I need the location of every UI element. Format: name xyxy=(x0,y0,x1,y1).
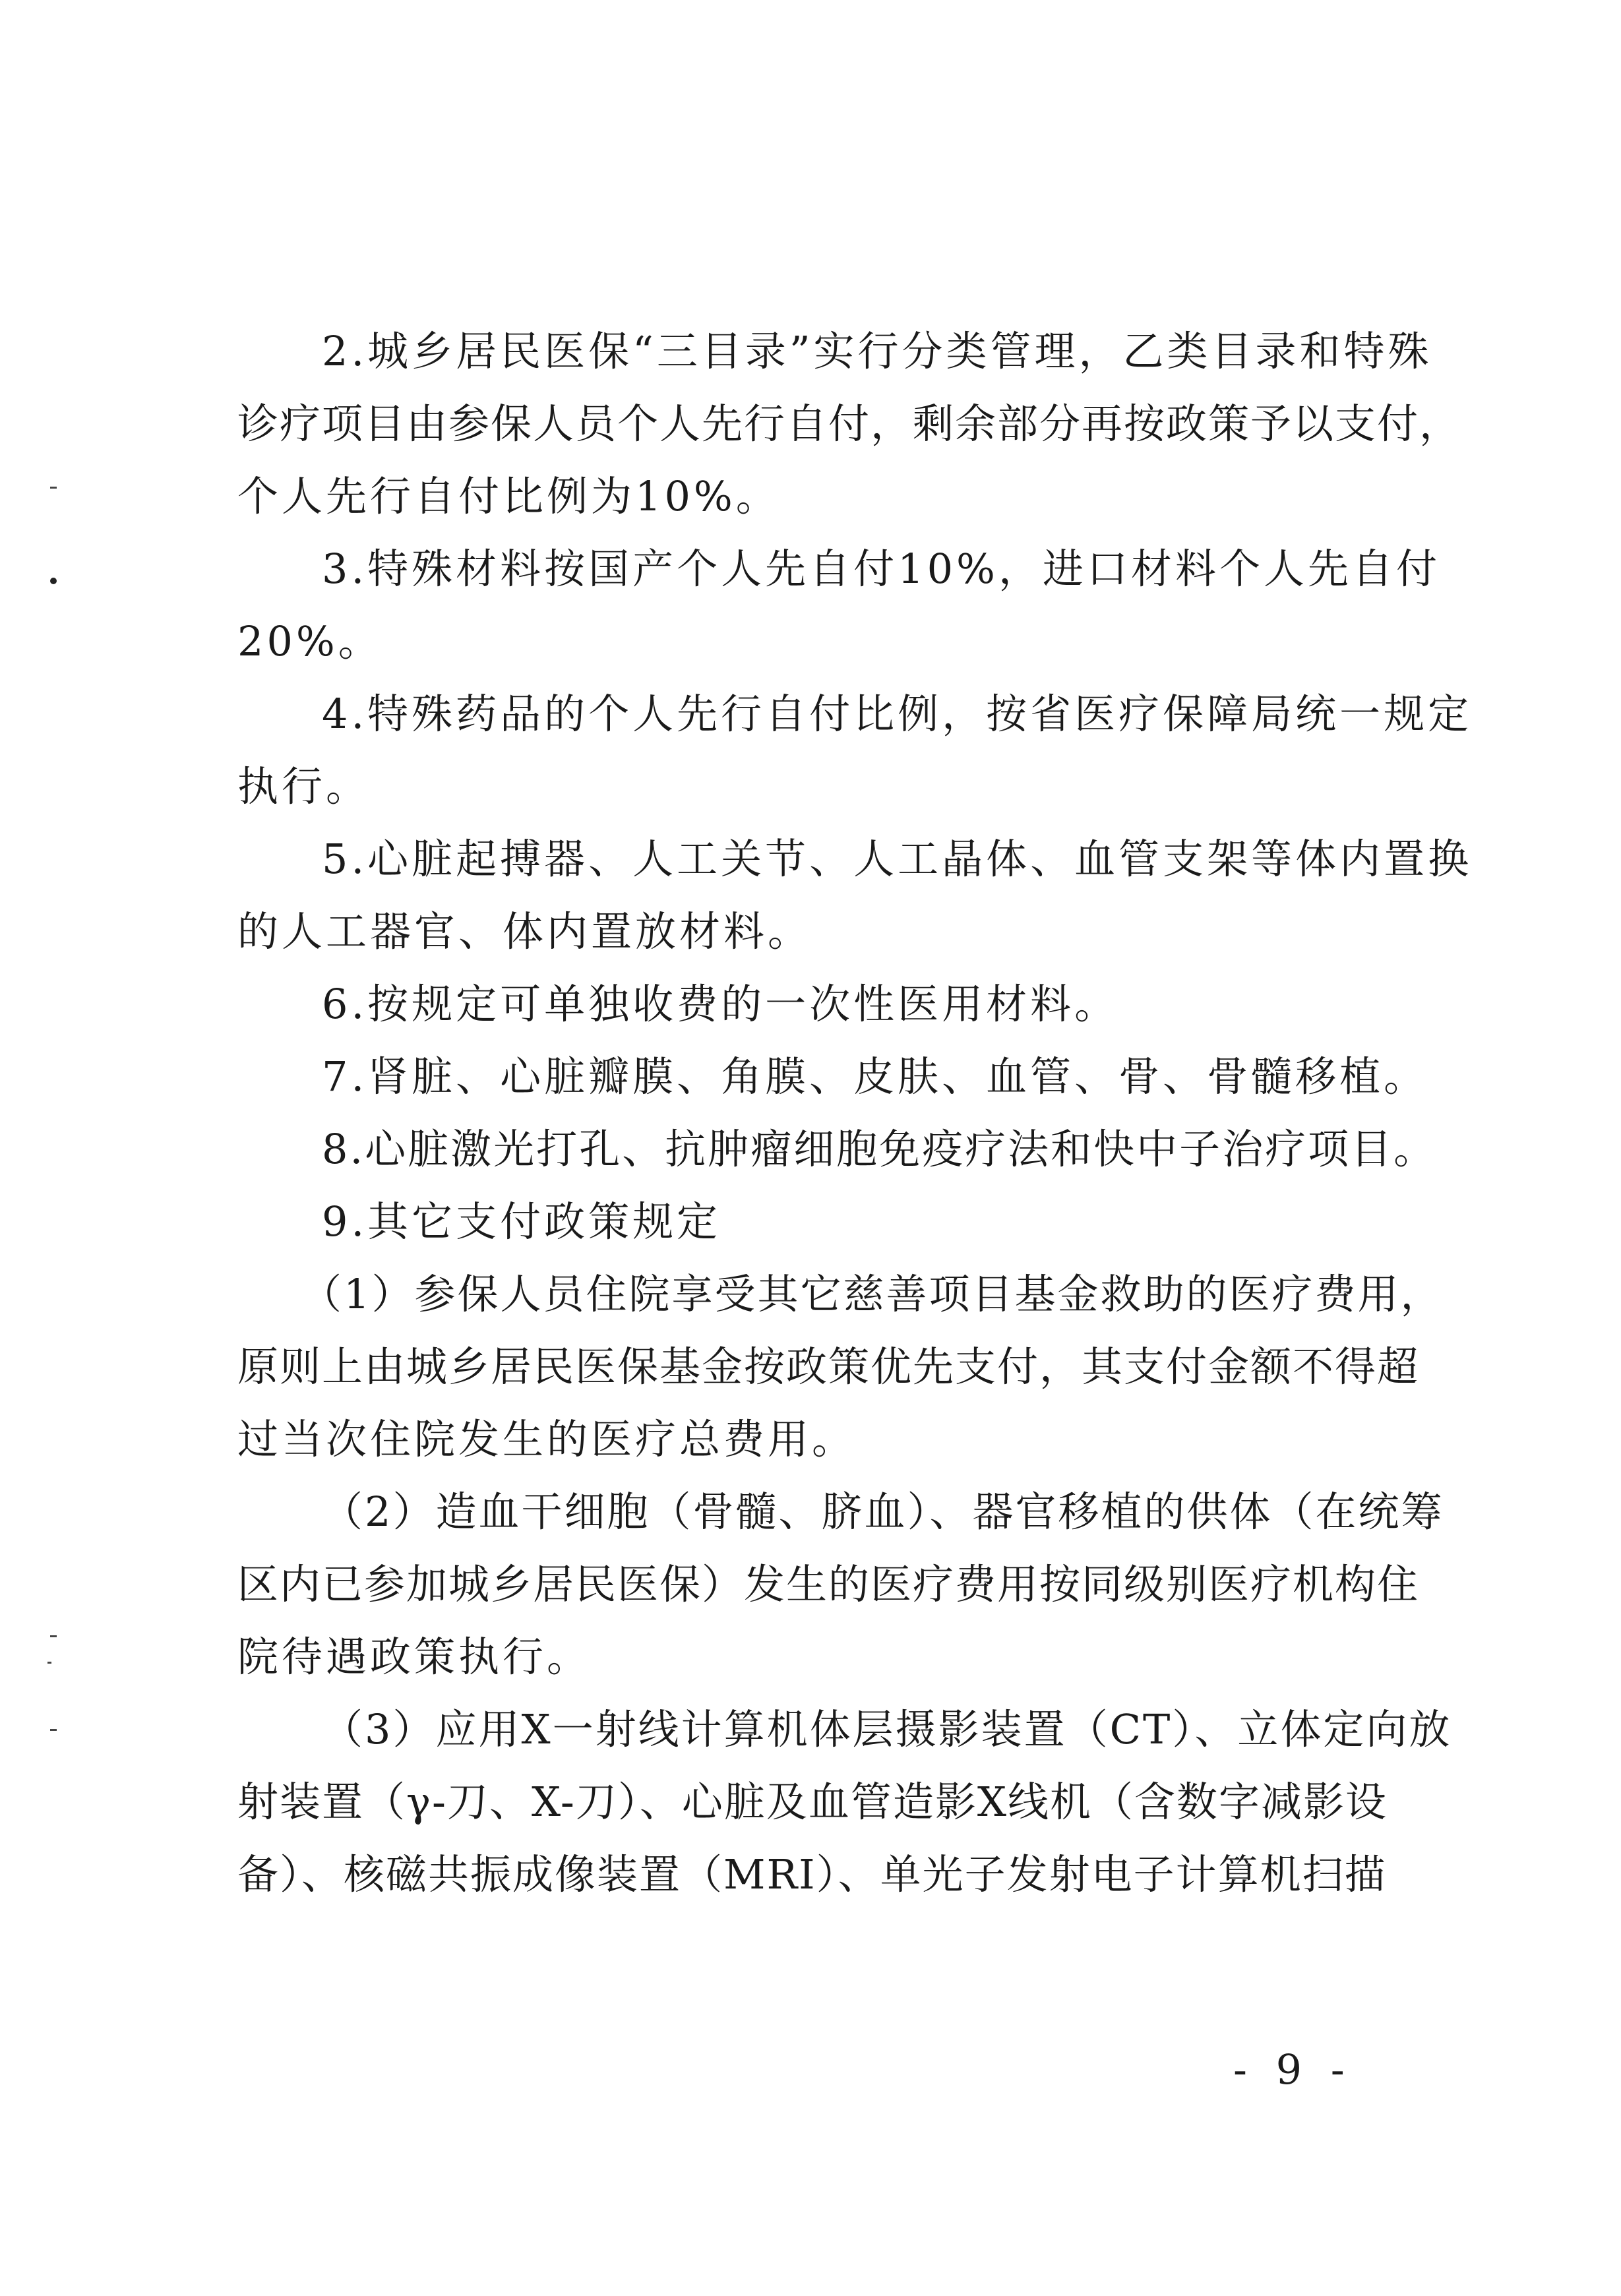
paragraph-line: （1）参保人员住院享受其它慈善项目基金救助的医疗费用， xyxy=(301,1270,1444,1318)
binding-mark xyxy=(50,1635,57,1637)
paragraph-line: 20%。 xyxy=(237,617,382,665)
paragraph-line: （3）应用X一射线计算机体层摄影装置（CT）、立体定向放 xyxy=(322,1705,1452,1753)
paragraph-line: 原则上由城乡居民医保基金按政策优先支付，其支付金额不得超 xyxy=(237,1343,1420,1391)
document-body xyxy=(237,315,1473,1911)
paragraph-line: 诊疗项目由参保人员个人先行自付，剩余部分再按政策予以支付， xyxy=(237,400,1462,448)
paragraph-line: 射装置（γ-刀、X-刀）、心脏及血管造影X线机（含数字减影设 xyxy=(237,1778,1388,1826)
paragraph-line: 5.心脏起搏器、人工关节、人工晶体、血管支架等体内置换 xyxy=(322,835,1473,883)
paragraph-line: 6.按规定可单独收费的一次性医用材料。 xyxy=(322,980,1119,1028)
binding-mark xyxy=(50,1729,57,1731)
paragraph-line: 9.其它支付政策规定 xyxy=(322,1197,721,1246)
paragraph-line: 8.心脏激光打孔、抗肿瘤细胞免疫疗法和快中子治疗项目。 xyxy=(322,1125,1437,1173)
paragraph-line: 的人工器官、体内置放材料。 xyxy=(237,907,812,955)
paragraph-line: 7.肾脏、心脏瓣膜、角膜、皮肤、血管、骨、骨髓移植。 xyxy=(322,1052,1428,1101)
paragraph-line: 区内已参加城乡居民医保）发生的医疗费用按同级别医疗机构住 xyxy=(237,1560,1420,1608)
paragraph-line: 个人先行自付比例为10%。 xyxy=(237,472,780,520)
paragraph-line: 3.特殊材料按国产个人先自付10%，进口材料个人先自付 xyxy=(322,545,1440,593)
paragraph-line: 执行。 xyxy=(237,762,371,810)
paragraph-line: 备）、核磁共振成像装置（MRI）、单光子发射电子计算机扫描 xyxy=(237,1850,1387,1898)
paragraph-line: 院待遇政策执行。 xyxy=(237,1633,592,1681)
binding-mark xyxy=(50,578,57,584)
paragraph-line: 过当次住院发生的医疗总费用。 xyxy=(237,1415,857,1463)
paragraph-line: 2.城乡居民医保“三目录”实行分类管理，乙类目录和特殊 xyxy=(322,327,1432,375)
binding-mark xyxy=(47,1662,51,1664)
paragraph-line: 4.特殊药品的个人先行自付比例，按省医疗保障局统一规定 xyxy=(322,690,1473,738)
binding-mark xyxy=(50,487,57,489)
paragraph-line: （2）造血干细胞（骨髓、脐血）、器官移植的供体（在统筹 xyxy=(322,1488,1444,1536)
page-number: - 9 - xyxy=(1233,2045,1353,2094)
